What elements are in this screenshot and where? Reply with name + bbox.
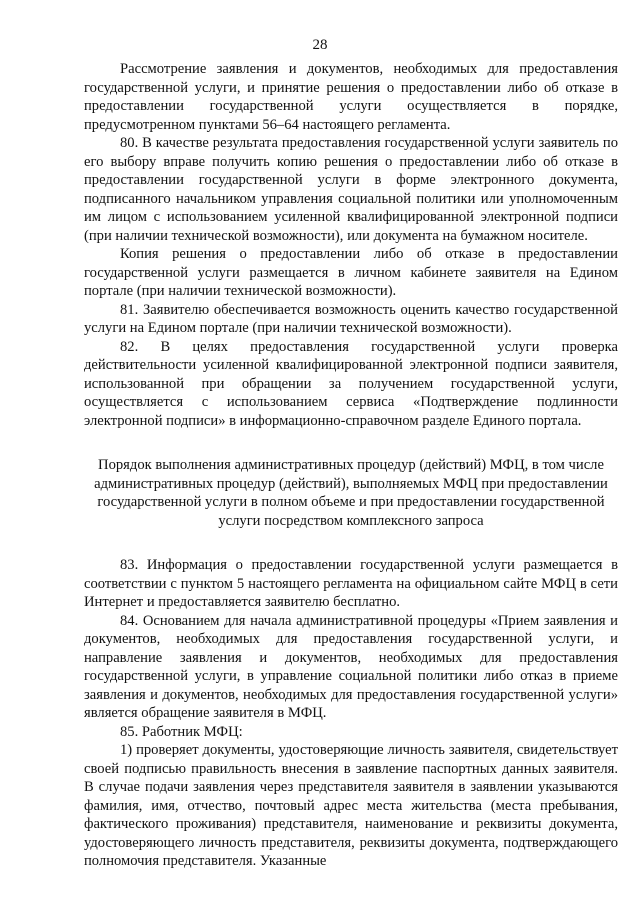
paragraph-85-item-1: 1) проверяет документы, удостоверяющие личность заявителя, свидетельствует своей подписью правильность внесения в заявление паспортных данных заявителя. В случае подачи заявления через представителя заявителя в заявлении указываются фамилия, имя, отчество, почтовый адрес места жительства (места пребывания, фактического проживания) представителя, наименование и реквизиты документа, удостоверяющего личность представителя, реквизиты документа, подтверждающего полномочия представителя. Указанные	[84, 742, 618, 869]
paragraph-84: 84. Основанием для начала административной процедуры «Прием заявления и документов, необходимых для предоставления государственной услуги, и направление заявления и документов, необходимых для предоставления государственной услуги, в управление социальной политики либо отказ в приеме заявления и документов, необходимых для предоставления государственной услуги» является обращение заявителя в МФЦ.	[84, 612, 618, 721]
document-body	[84, 60, 618, 871]
paragraph-80: 80. В качестве результата предоставления государственной услуги заявитель по его выбору вправе получить копию решения о предоставлении либо об отказе в предоставлении государственной услуги в форме электронного документа, подписанного начальником управления социальной политики или уполномоченным им лицом с использованием усиленной квалифицированной электронной подписи (при наличии технической возможности), или документа на бумажном носителе.	[84, 135, 618, 244]
paragraph-review-procedure: Рассмотрение заявления и документов, необходимых для предоставления государственной услуги, и принятие решения о предоставлении либо об отказе в предоставлении государственной услуги осуществляется в порядке, предусмотренном пунктами 56–64 настоящего регламента.	[84, 61, 618, 133]
paragraph-85: 85. Работник МФЦ:	[120, 723, 243, 740]
paragraph-81: 81. Заявителю обеспечивается возможность оценить качество государственной услуги на Едином портале (при наличии технической возможности).	[84, 301, 618, 336]
paragraph-decision-copy: Копия решения о предоставлении либо об отказе в предоставлении государственной услуги размещается в личном кабинете заявителя на Едином портале (при наличии технической возможности).	[84, 246, 618, 299]
paragraph-83: 83. Информация о предоставлении государственной услуги размещается в соответствии с пунктом 5 настоящего регламента на официальном сайте МФЦ в сети Интернет и предоставляется заявителю бесплатно.	[84, 557, 618, 610]
page-number: 28	[312, 37, 328, 53]
paragraph-82: 82. В целях предоставления государственной услуги проверка действительности усиленной квалифицированной электронной подписи заявителя, использованной при обращении за получением государственной услуги, осуществляется с использованием сервиса «Подтверждение подлинности электронной подписи» в информационно-справочном разделе Единого портала.	[84, 338, 618, 429]
section-heading: Порядок выполнения административных процедур (действий) МФЦ, в том числе административных процедур (действий), выполняемых МФЦ при предоставлении государственной услуги в полном объеме и при предоставлении государственной услуги посредством комплексного запроса	[94, 457, 608, 529]
